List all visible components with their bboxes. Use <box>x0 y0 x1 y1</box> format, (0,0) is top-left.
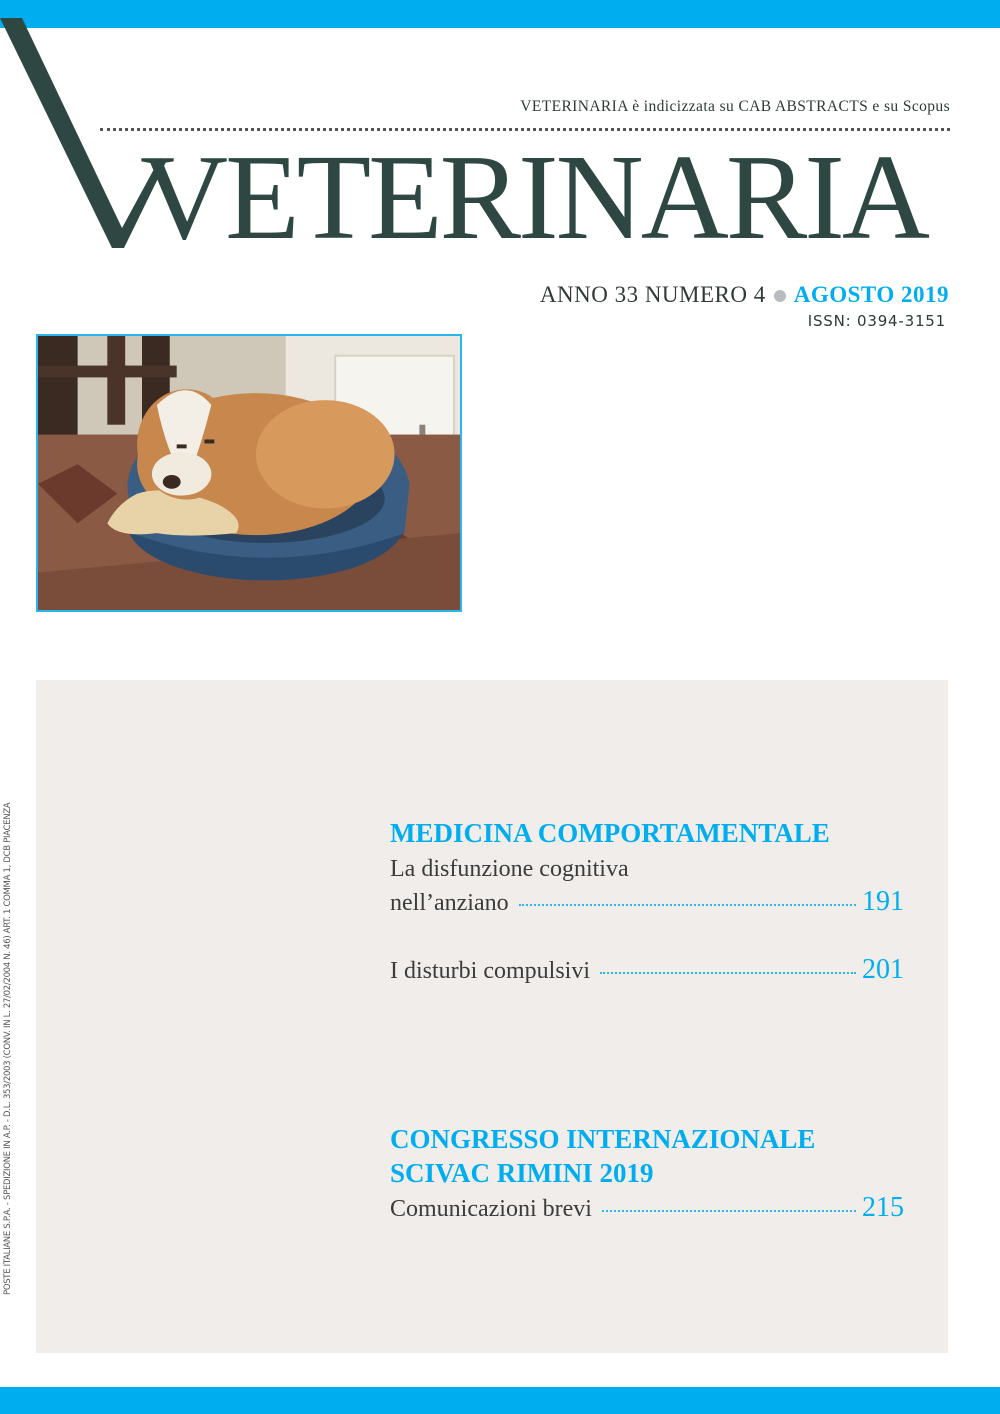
issue-line <box>400 282 949 308</box>
toc-section-title: CONGRESSO INTERNAZIONALE <box>390 1124 816 1154</box>
bullet-icon <box>774 290 786 302</box>
toc-page-number: 191 <box>862 886 904 917</box>
toc-entry[interactable] <box>390 886 904 919</box>
issue-date: AGOSTO 2019 <box>793 282 949 307</box>
toc-entry-title: Comunicazioni brevi <box>390 1196 592 1222</box>
dot-leader <box>519 904 856 906</box>
dog-in-bed-photo <box>38 336 460 610</box>
issue-number: ANNO 33 NUMERO 4 <box>539 282 766 307</box>
toc-section-title: MEDICINA COMPORTAMENTALE <box>390 818 830 848</box>
indexing-note: VETERINARIA è indicizzata su CAB ABSTRACTS e su Scopus <box>520 98 950 115</box>
toc-entry-title: La disfunzione cognitiva <box>390 856 629 882</box>
bottom-accent-bar <box>0 1387 1000 1414</box>
dot-leader <box>602 1210 856 1212</box>
postal-note: POSTE ITALIANE S.P.A. - SPEDIZIONE IN A.P. - D.L. 353/2003 (CONV. IN L. 27/02/2004 N. 46) ART. 1 COMMA 1, DCB PIACENZA <box>3 802 13 1295</box>
toc-page-number: 215 <box>862 1192 904 1223</box>
cover-photo <box>36 334 462 612</box>
toc-entry-title: nell’anziano <box>390 890 509 916</box>
masthead-title: VETERINARIA <box>140 130 927 265</box>
toc-entry-title: I disturbi compulsivi <box>390 958 590 984</box>
toc-page-number: 201 <box>862 954 904 985</box>
toc-entry[interactable] <box>390 1192 904 1225</box>
issn: ISSN: 0394-3151 <box>807 312 946 330</box>
toc-entry[interactable] <box>390 954 904 987</box>
toc-section-title: SCIVAC RIMINI 2019 <box>390 1158 654 1188</box>
dot-leader <box>600 972 856 974</box>
table-of-contents-panel <box>36 680 948 1353</box>
